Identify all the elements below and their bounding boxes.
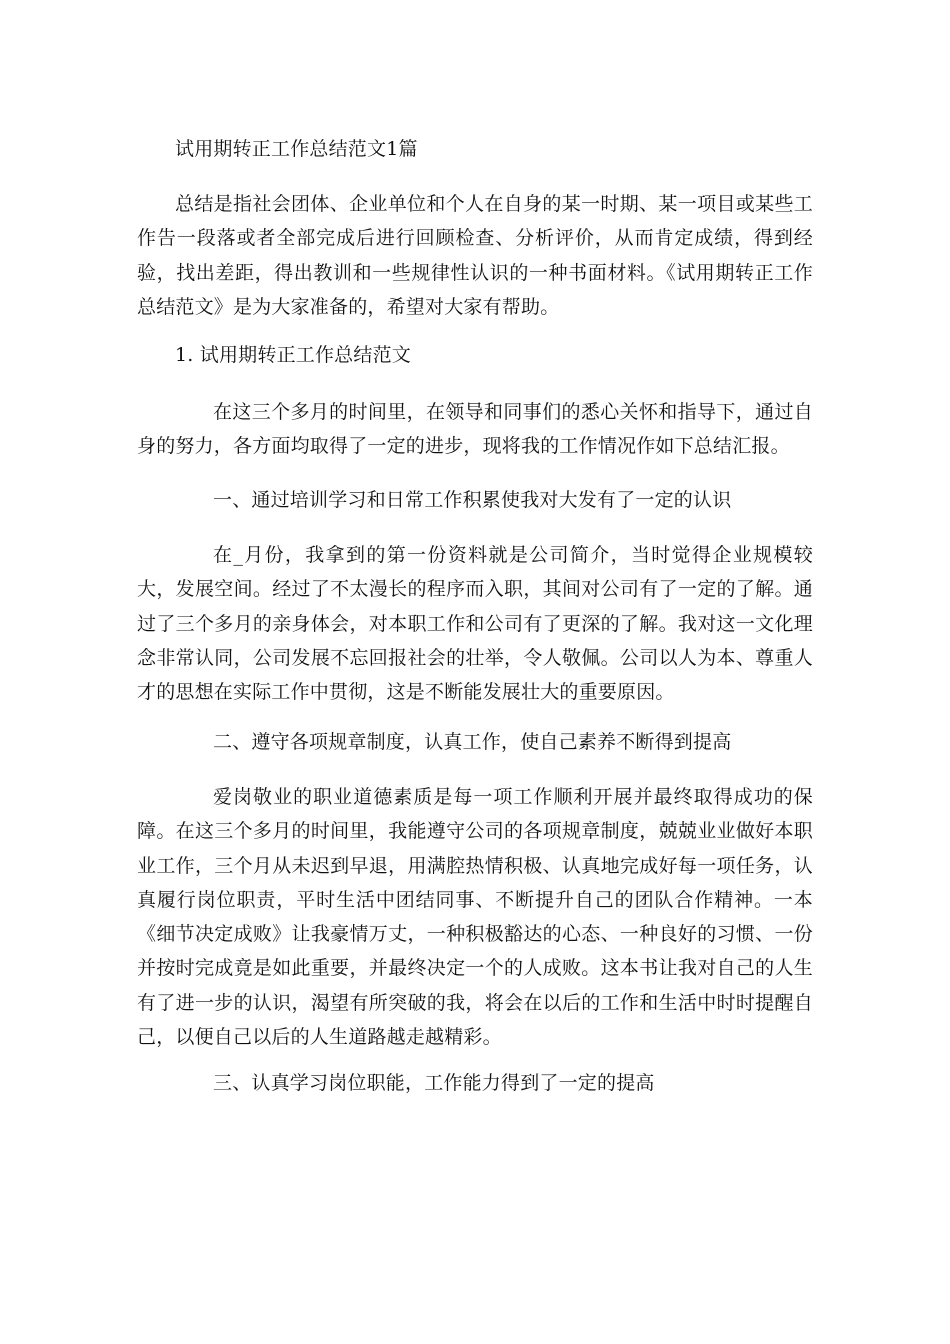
paragraph-two: 爱岗敬业的职业道德素质是每一项工作顺利开展并最终取得成功的保障。在这三个多月的时间里，我能遵守公司的各项规章制度，兢兢业业做好本职业工作，三个月从未迟到早退，用满腔热情积极、认真地完成好每一项任务，认真履行岗位职责，平时生活中团结同事、不断提升自己的团队合作精神。一本《细节决定成败》让我豪情万丈，一种积极豁达的心态、一种良好的习惯、一份并按时完成竟是如此重要，并最终决定一个的人成败。这本书让我对自己的人生有了进一步的认识，渴望有所突破的我，将会在以后的工作和生活中时时提醒自己，以便自己以后的人生道路越走越精彩。 <box>137 786 813 1049</box>
heading-two: 二、遵守各项规章制度，认真工作，使自己素养不断得到提高 <box>213 731 732 753</box>
paragraph-one: 在_月份，我拿到的第一份资料就是公司简介，当时觉得企业规模较大，发展空间。经过了不太漫长的程序而入职，其间对公司有了一定的了解。通过了三个多月的亲身体会，对本职工作和公司有了更深的了解。我对这一文化理念非常认同，公司发展不忘回报社会的壮举，令人敬佩。公司以人为本、尊重人才的思想在实际工作中贯彻，这是不断能发展壮大的重要原因。 <box>137 544 813 704</box>
heading-three: 三、认真学习岗位职能，工作能力得到了一定的提高 <box>213 1072 655 1094</box>
section-title: 1. 试用期转正工作总结范文 <box>175 344 411 366</box>
opening-paragraph: 在这三个多月的时间里，在领导和同事们的悉心关怀和指导下，通过自身的努力，各方面均取得了一定的进步，现将我的工作情况作如下总结汇报。 <box>137 401 813 458</box>
document-title: 试用期转正工作总结范文1篇 <box>175 138 418 160</box>
intro-paragraph: 总结是指社会团体、企业单位和个人在自身的某一时期、某一项目或某些工作告一段落或者全部完成后进行回顾检查、分析评价，从而肯定成绩，得到经验，找出差距，得出教训和一些规律性认识的一种书面材料。《试用期转正工作总结范文》是为大家准备的，希望对大家有帮助。 <box>137 193 813 318</box>
heading-one: 一、通过培训学习和日常工作积累使我对大发有了一定的认识 <box>213 489 732 511</box>
